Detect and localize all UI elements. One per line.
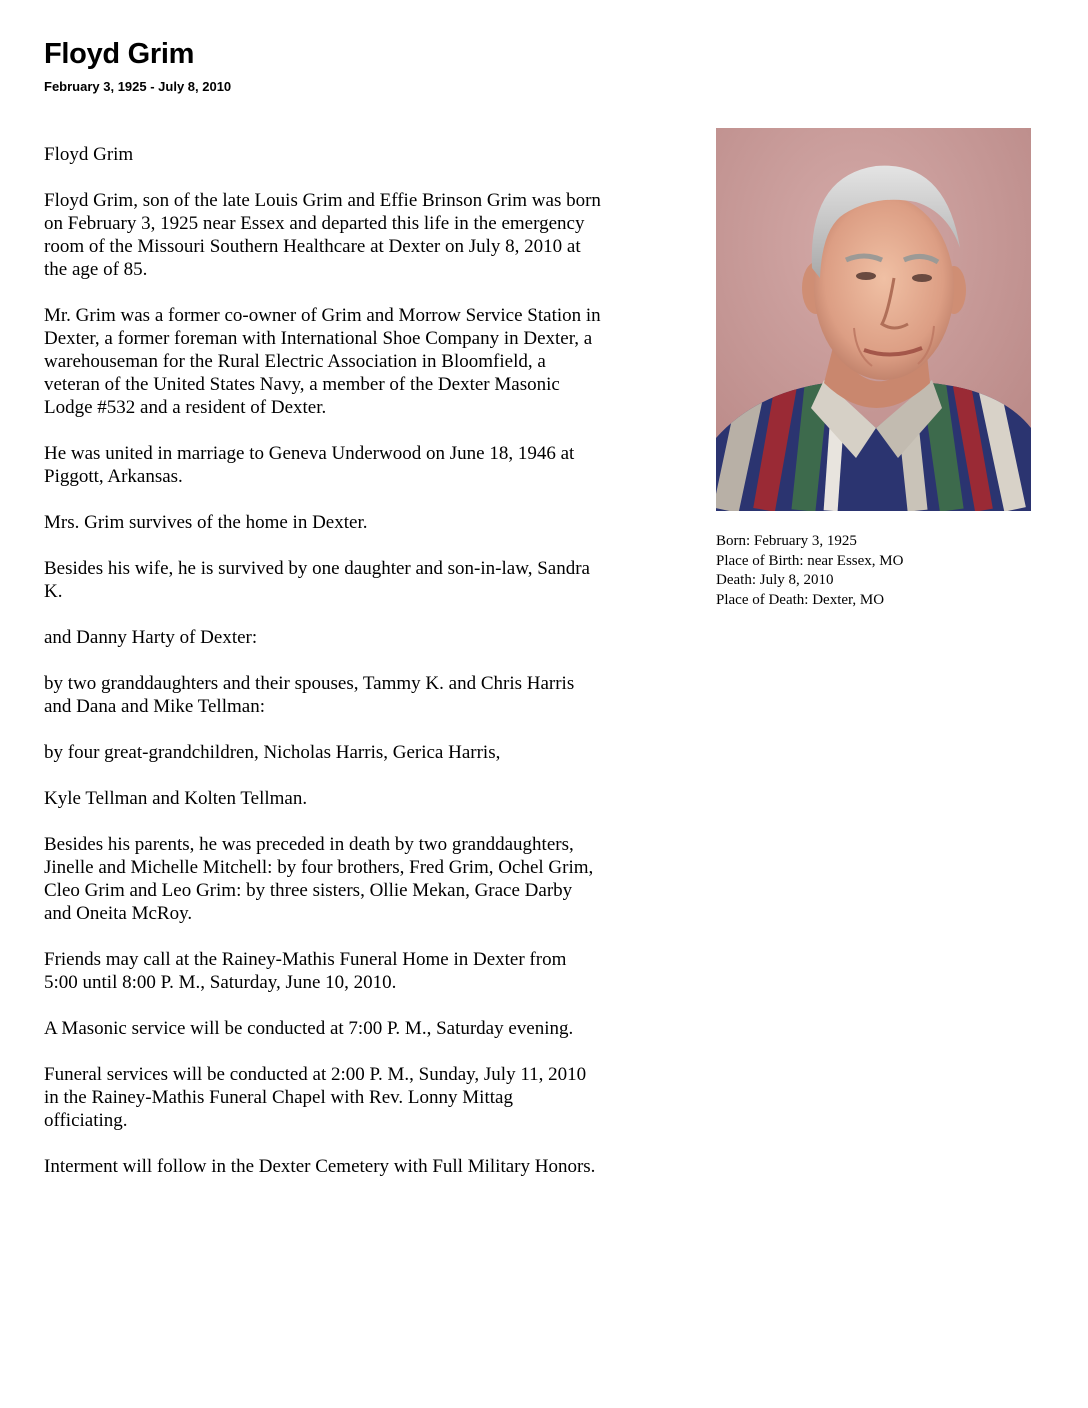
obituary-paragraph: by two granddaughters and their spouses, Tammy K. and Chris Harris and Dana and Mike Tellman: (44, 673, 575, 717)
obituary-paragraph: Besides his wife, he is survived by one daughter and son-in-law, Sandra K. (44, 558, 590, 602)
vital-facts (716, 532, 1056, 610)
obituary-paragraph: Floyd Grim, son of the late Louis Grim and Effie Brinson Grim was born on February 3, 1925 near Essex and departed this life in the emergency room of the Missouri Southern Healthcare at Dexter on July 8, 2010 at the age of 85. (44, 190, 601, 280)
page-title: Floyd Grim (44, 38, 195, 70)
portrait-illustration (716, 128, 1031, 511)
obituary-paragraph: by four great-grandchildren, Nicholas Harris, Gerica Harris, (44, 742, 501, 763)
obituary-paragraph: Funeral services will be conducted at 2:00 P. M., Sunday, July 11, 2010 in the Rainey-Mathis Funeral Chapel with Rev. Lonny Mittag officiating. (44, 1064, 587, 1131)
obituary-paragraph: Floyd Grim (44, 144, 134, 165)
portrait-photo (716, 128, 1031, 511)
death-date: Death: July 8, 2010 (716, 572, 834, 588)
obituary-paragraph: Mr. Grim was a former co-owner of Grim and Morrow Service Station in Dexter, a former foreman with International Shoe Company in Dexter, a warehouseman for the Rural Electric Association in Bloomfield, a veteran of the United States Navy, a member of the Dexter Masonic Lodge #532 and a resident of Dexter. (44, 305, 601, 418)
birth-place: Place of Birth: near Essex, MO (716, 552, 904, 569)
obituary-paragraph: Besides his parents, he was preceded in death by two granddaughters, Jinelle and Michelle Mitchell: by four brothers, Fred Grim, Ochel Grim, Cleo Grim and Leo Grim: by three sisters, Ollie Mekan, Grace Darby and Oneita McRoy. (44, 834, 594, 924)
obituary-paragraph: Kyle Tellman and Kolten Tellman. (44, 788, 308, 809)
obituary-paragraph: and Danny Harty of Dexter: (44, 627, 258, 648)
obituary-paragraph: He was united in marriage to Geneva Underwood on June 18, 1946 at Piggott, Arkansas. (44, 443, 575, 487)
obituary-paragraph: A Masonic service will be conducted at 7:00 P. M., Saturday evening. (44, 1018, 574, 1039)
obituary-paragraph: Friends may call at the Rainey-Mathis Funeral Home in Dexter from 5:00 until 8:00 P. M., Saturday, June 10, 2010. (44, 949, 567, 993)
obituary-paragraph: Interment will follow in the Dexter Cemetery with Full Military Honors. (44, 1156, 596, 1177)
birth-date: Born: February 3, 1925 (716, 533, 857, 549)
life-dates: February 3, 1925 - July 8, 2010 (44, 79, 232, 94)
death-place: Place of Death: Dexter, MO (716, 591, 885, 608)
obituary-paragraph: Mrs. Grim survives of the home in Dexter. (44, 512, 368, 533)
obituary-body (44, 143, 684, 1201)
